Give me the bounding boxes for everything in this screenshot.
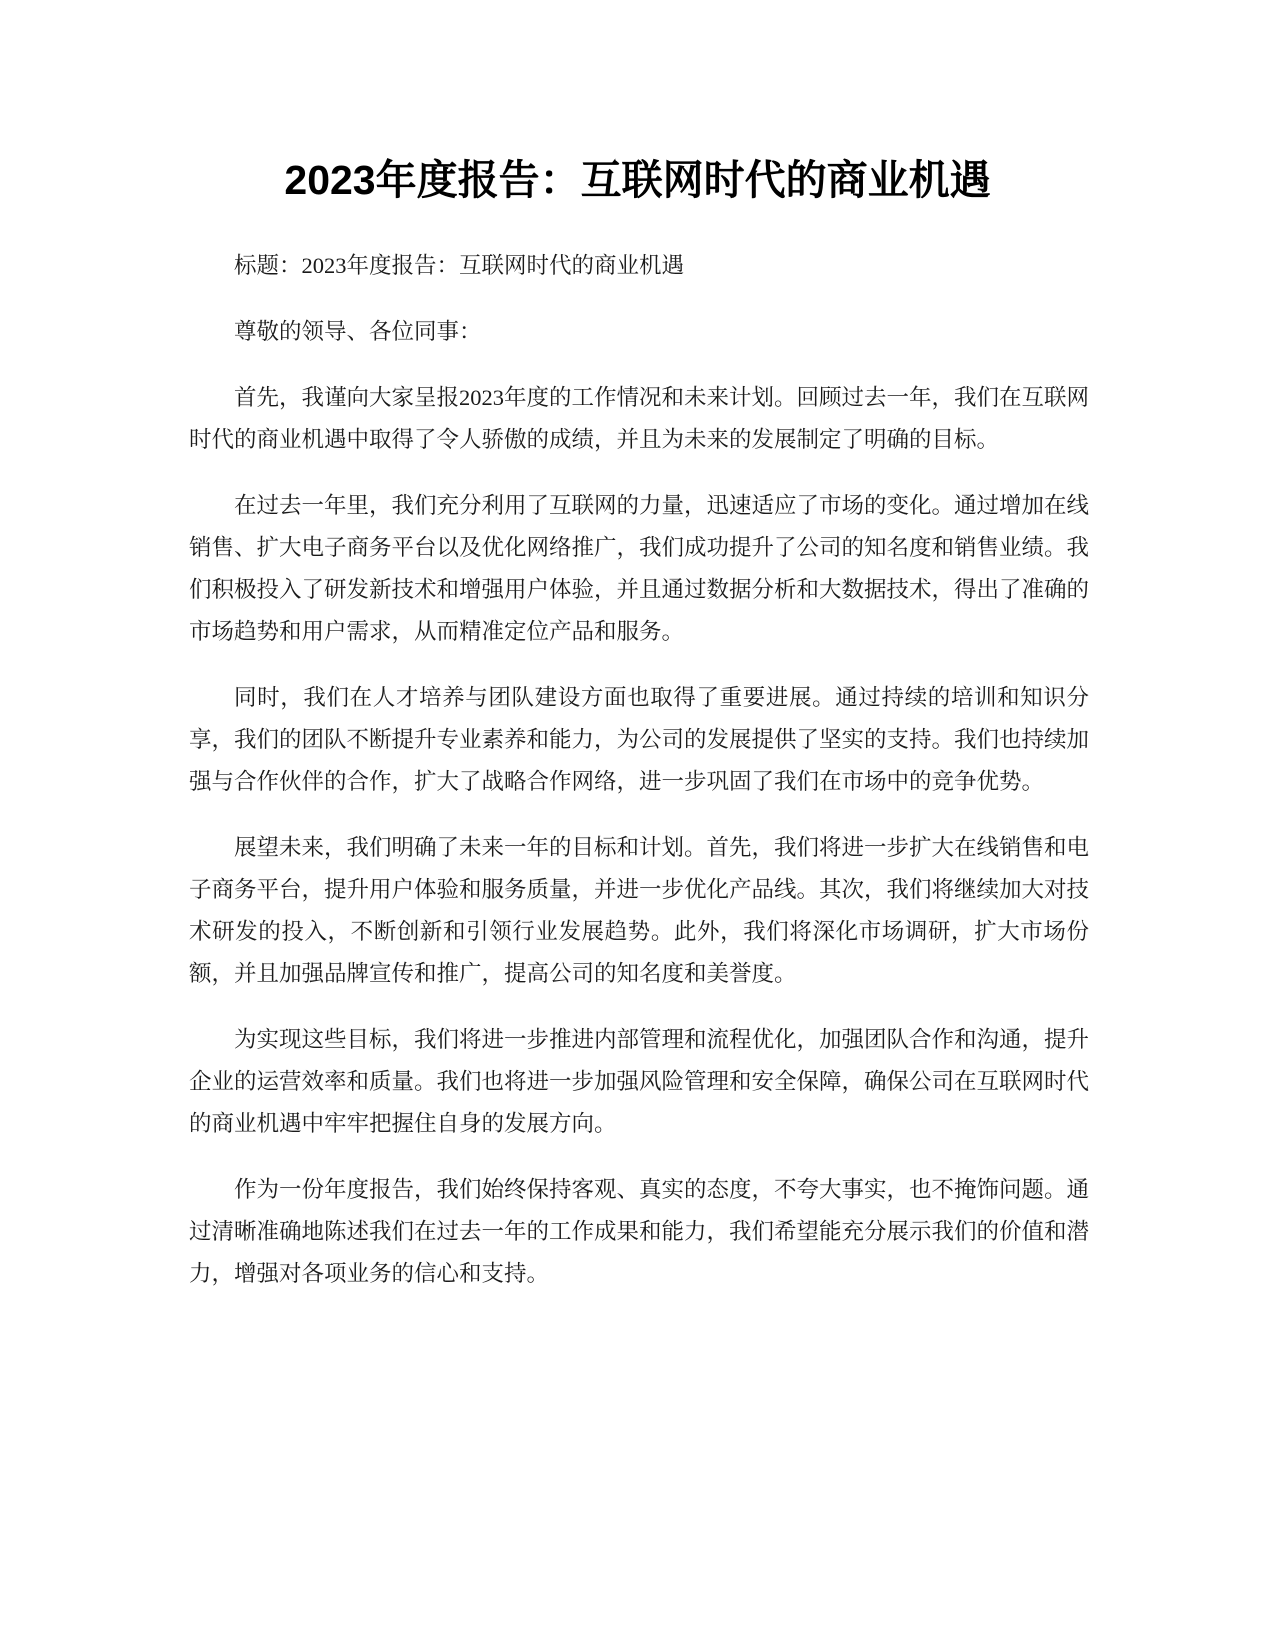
document-body	[189, 245, 1089, 1319]
document-title: 2023年度报告：互联网时代的商业机遇	[284, 157, 991, 203]
paragraph-past-year: 在过去一年里，我们充分利用了互联网的力量，迅速适应了市场的变化。通过增加在线销售、扩大电子商务平台以及优化网络推广，我们成功提升了公司的知名度和销售业绩。我们积极投入了研发新技术和增强用户体验，并且通过数据分析和大数据技术，得出了准确的市场趋势和用户需求，从而精准定位产品和服务。	[189, 493, 1090, 644]
paragraph-management: 为实现这些目标，我们将进一步推进内部管理和流程优化，加强团队合作和沟通，提升企业的运营效率和质量。我们也将进一步加强风险管理和安全保障，确保公司在互联网时代的商业机遇中牢牢把握住自身的发展方向。	[189, 1027, 1090, 1136]
paragraph-talent: 同时，我们在人才培养与团队建设方面也取得了重要进展。通过持续的培训和知识分享，我们的团队不断提升专业素养和能力，为公司的发展提供了坚实的支持。我们也持续加强与合作伙伴的合作，扩大了战略合作网络，进一步巩固了我们在市场中的竞争优势。	[189, 685, 1090, 794]
paragraph-outlook: 展望未来，我们明确了未来一年的目标和计划。首先，我们将进一步扩大在线销售和电子商务平台，提升用户体验和服务质量，并进一步优化产品线。其次，我们将继续加大对技术研发的投入，不断创新和引领行业发展趋势。此外，我们将深化市场调研，扩大市场份额，并且加强品牌宣传和推广，提高公司的知名度和美誉度。	[189, 835, 1090, 986]
salutation: 尊敬的领导、各位同事：	[234, 319, 482, 344]
paragraph-intro: 首先，我谨向大家呈报2023年度的工作情况和未来计划。回顾过去一年，我们在互联网时代的商业机遇中取得了令人骄傲的成绩，并且为未来的发展制定了明确的目标。	[189, 385, 1090, 452]
subject-line: 标题：2023年度报告：互联网时代的商业机遇	[234, 253, 685, 278]
paragraph-closing: 作为一份年度报告，我们始终保持客观、真实的态度，不夸大事实，也不掩饰问题。通过清晰准确地陈述我们在过去一年的工作成果和能力，我们希望能充分展示我们的价值和潜力，增强对各项业务的信心和支持。	[189, 1177, 1090, 1286]
